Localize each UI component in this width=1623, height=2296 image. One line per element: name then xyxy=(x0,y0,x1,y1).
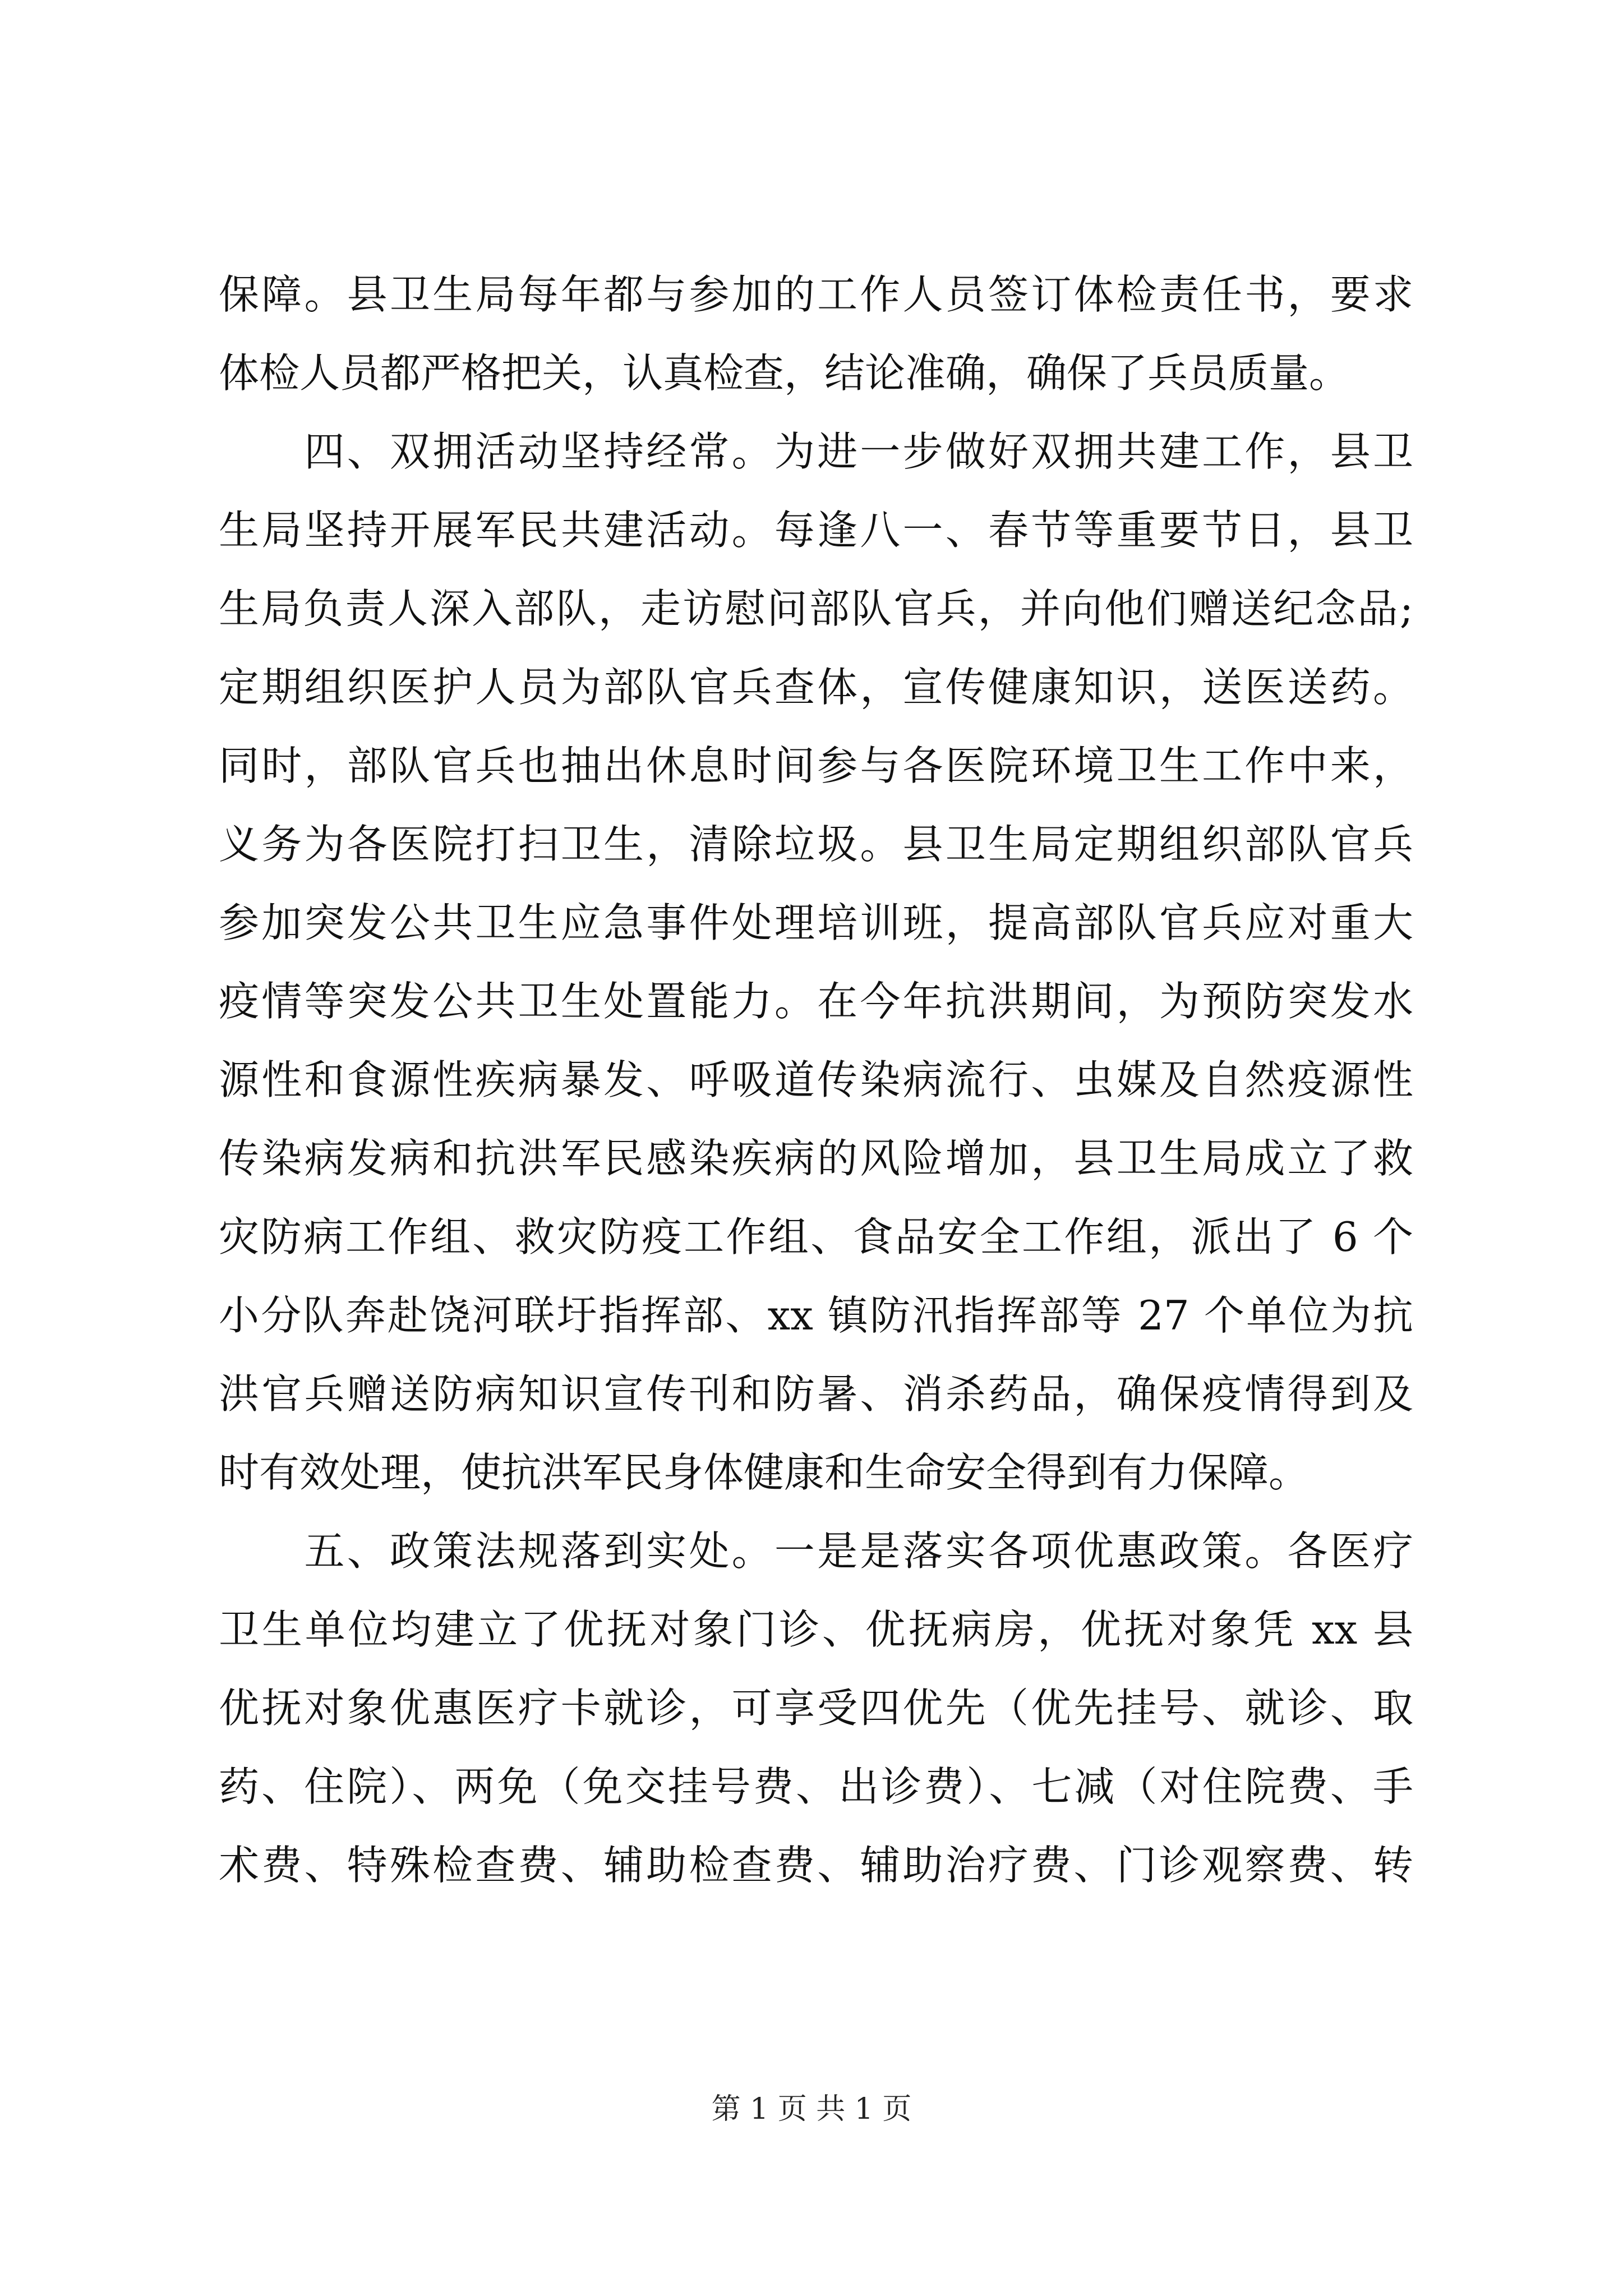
text-line: 洪官兵赠送防病知识宣传刊和防暑、消杀药品，确保疫情得到及 xyxy=(219,1370,1413,1418)
text-line: 体检人员都严格把关，认真检查，结论准确，确保了兵员质量。 xyxy=(219,349,1350,397)
text-line: 同时，部队官兵也抽出休息时间参与各医院环境卫生工作中来， xyxy=(219,742,1413,789)
text-line: 卫生单位均建立了优抚对象门诊、优抚病房，优抚对象凭 xx 县 xyxy=(219,1606,1413,1653)
text-line: 五、政策法规落到实处。一是是落实各项优惠政策。各医疗 xyxy=(219,1527,1413,1575)
page-footer: 第 1 页 共 1 页 xyxy=(711,2092,912,2126)
text-line: 定期组织医护人员为部队官兵查体，宣传健康知识，送医送药。 xyxy=(219,664,1413,711)
text-line: 生局坚持开展军民共建活动。每逢八一、春节等重要节日，县卫 xyxy=(219,507,1413,554)
text-line: 源性和食源性疾病暴发、呼吸道传染病流行、虫媒及自然疫源性 xyxy=(219,1056,1413,1103)
text-line: 时有效处理，使抗洪军民身体健康和生命安全得到有力保障。 xyxy=(219,1449,1310,1496)
text-line: 药、住院）、两免（免交挂号费、出诊费）、七减（对住院费、手 xyxy=(219,1763,1413,1810)
text-line: 保障。县卫生局每年都与参加的工作人员签订体检责任书，要求 xyxy=(219,271,1413,318)
text-line: 小分队奔赴饶河联圩指挥部、xx 镇防汛指挥部等 27 个单位为抗 xyxy=(219,1292,1413,1339)
text-line: 四、双拥活动坚持经常。为进一步做好双拥共建工作，县卫 xyxy=(219,428,1413,475)
text-line: 生局负责人深入部队，走访慰问部队官兵，并向他们赠送纪念品; xyxy=(219,585,1413,632)
text-line: 义务为各医院打扫卫生，清除垃圾。县卫生局定期组织部队官兵 xyxy=(219,821,1413,868)
text-line: 疫情等突发公共卫生处置能力。在今年抗洪期间，为预防突发水 xyxy=(219,978,1413,1025)
text-line: 术费、特殊检查费、辅助检查费、辅助治疗费、门诊观察费、转 xyxy=(219,1842,1413,1889)
text-line: 灾防病工作组、救灾防疫工作组、食品安全工作组，派出了 6 个 xyxy=(219,1213,1413,1260)
text-line: 传染病发病和抗洪军民感染疾病的风险增加，县卫生局成立了救 xyxy=(219,1135,1413,1182)
text-line: 参加突发公共卫生应急事件处理培训班，提高部队官兵应对重大 xyxy=(219,899,1413,946)
text-line: 优抚对象优惠医疗卡就诊，可享受四优先（优先挂号、就诊、取 xyxy=(219,1685,1413,1732)
